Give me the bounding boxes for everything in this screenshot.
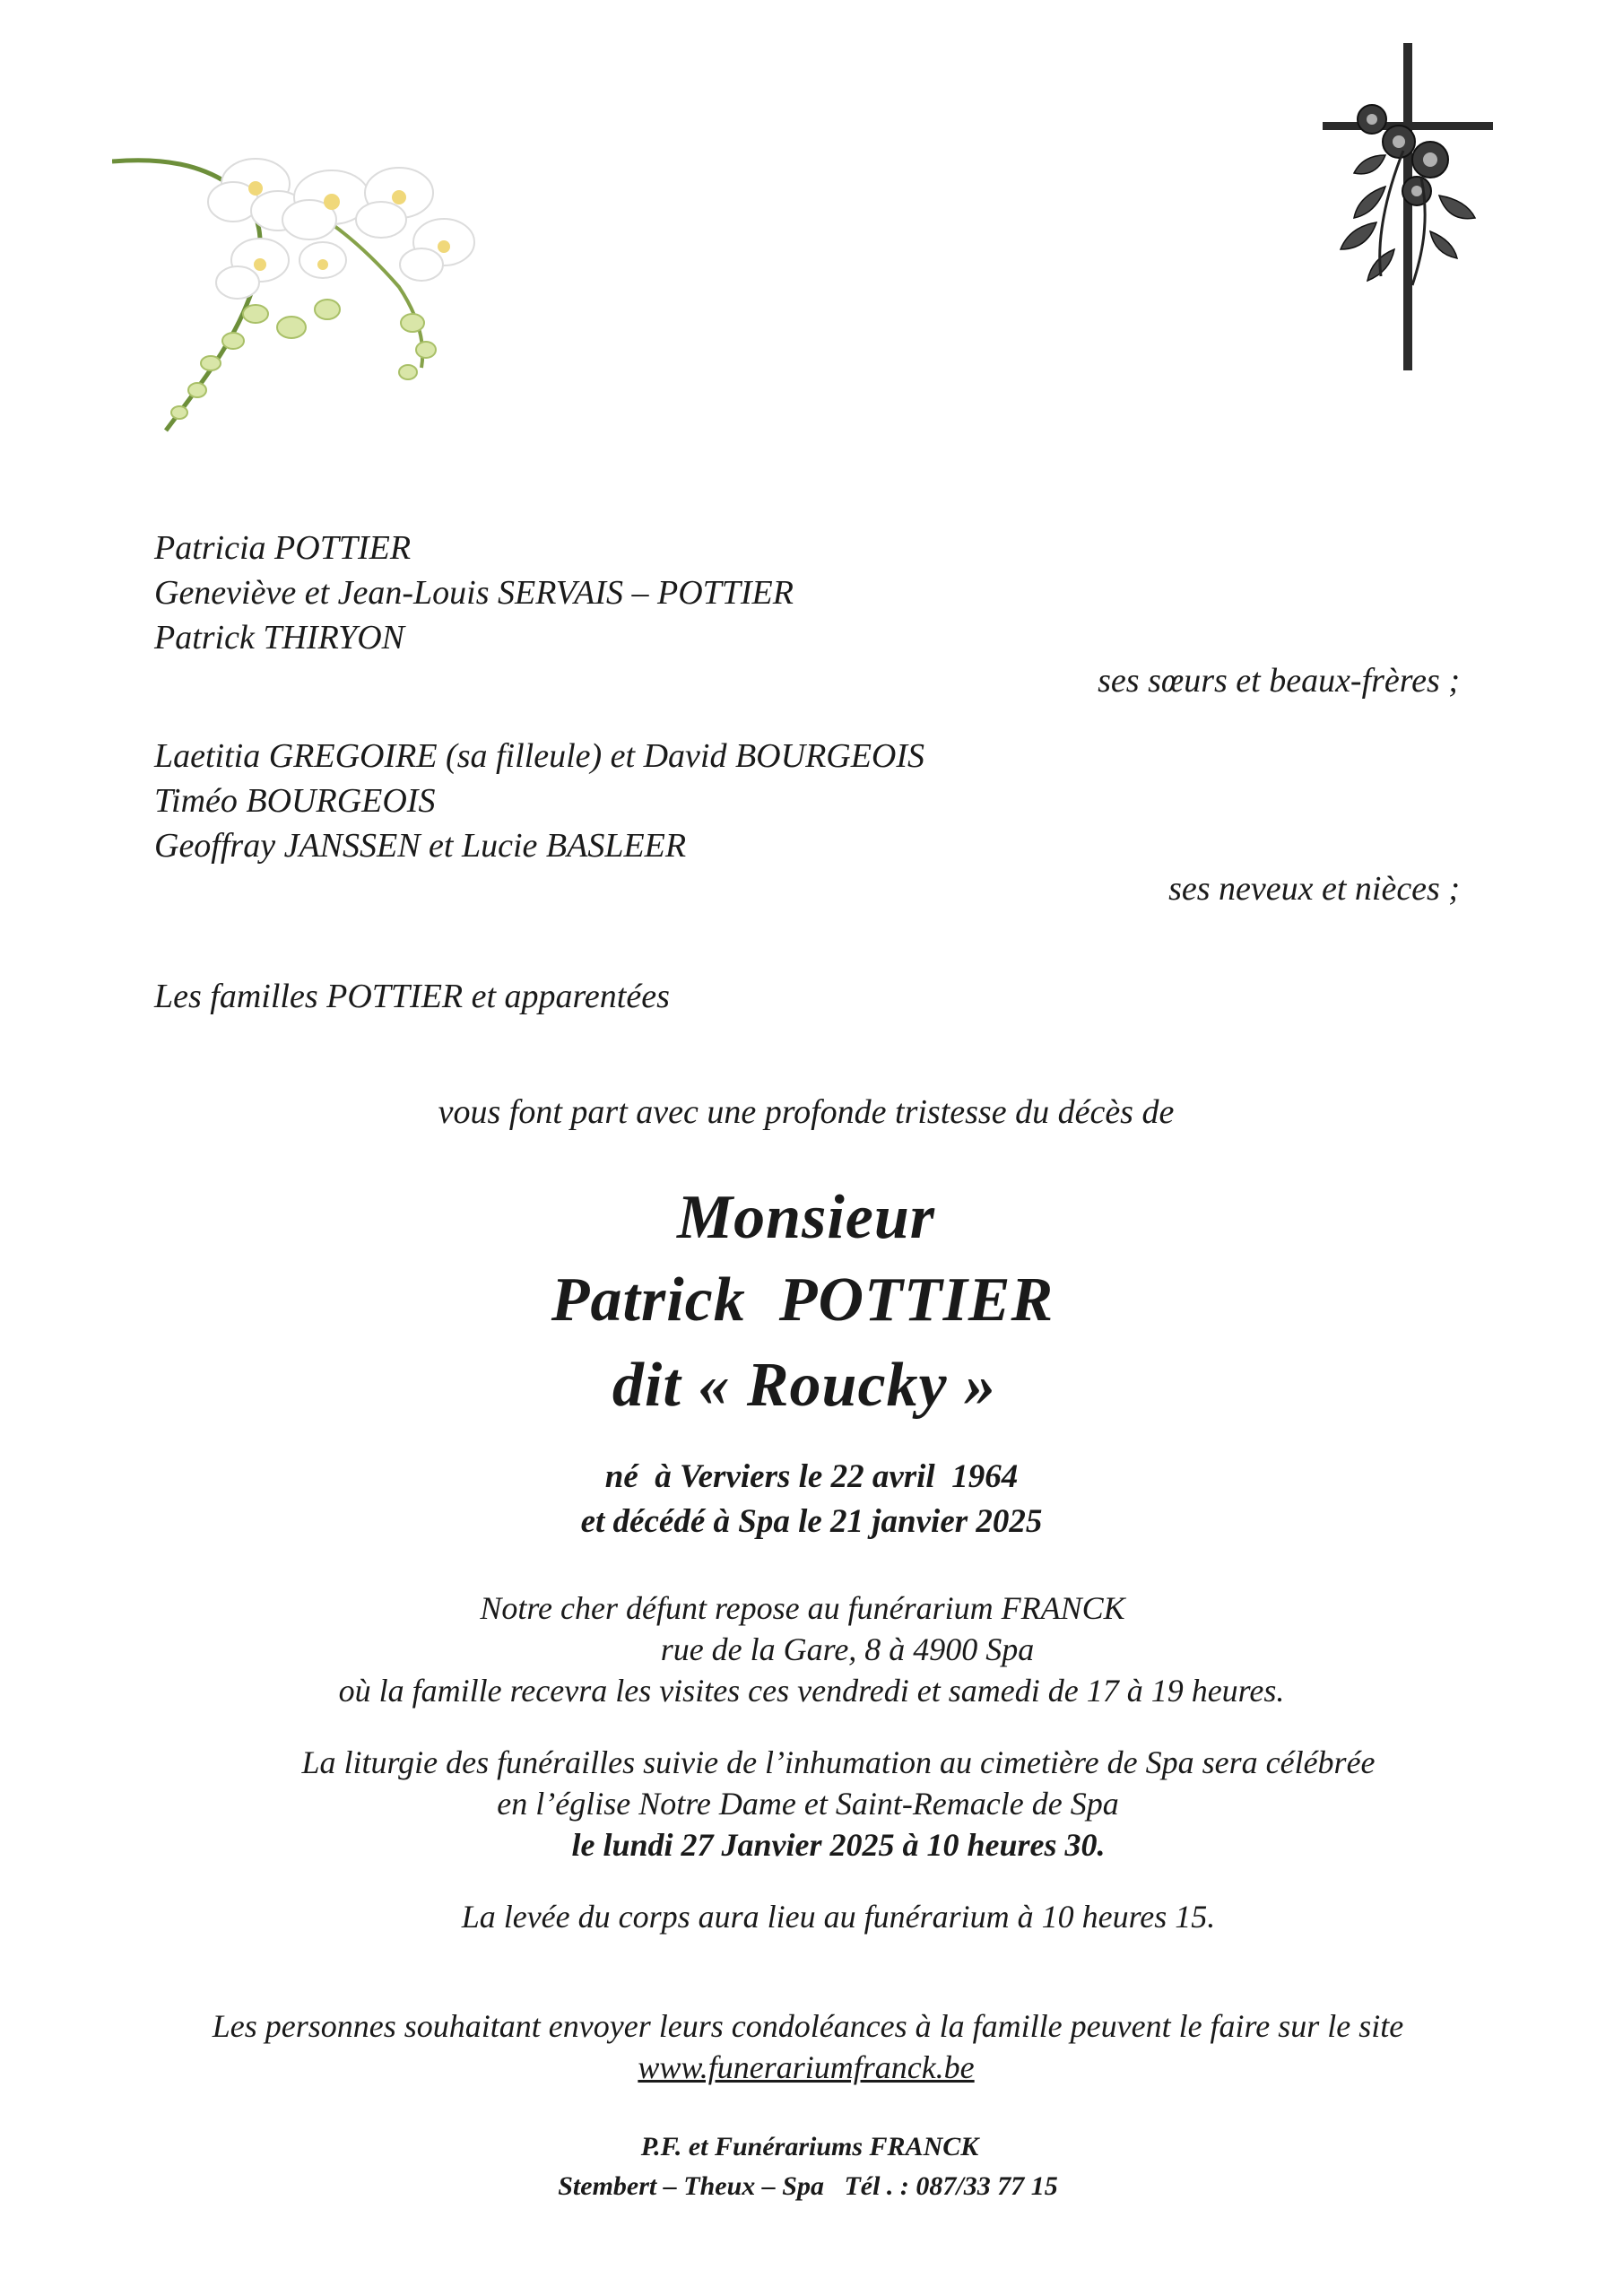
liturgy-line-2: en l’église Notre Dame et Saint-Remacle de Spa bbox=[497, 1786, 1119, 1822]
family-member-line: Geneviève et Jean-Louis SERVAIS – POTTIER bbox=[154, 574, 794, 612]
announcement-text: vous font part avec une profonde tristesse du décès de bbox=[438, 1093, 1175, 1131]
deceased-nickname: dit « Roucky » bbox=[612, 1351, 997, 1420]
levee-du-corps: La levée du corps aura lieu au funérarium à 10 heures 15. bbox=[461, 1899, 1216, 1935]
family-group-2 bbox=[154, 734, 924, 868]
relation-sisters-brothers-in-law: ses sœurs et beaux-frères ; bbox=[1098, 662, 1460, 700]
cross-with-roses-icon bbox=[1323, 43, 1497, 375]
family-group-3 bbox=[154, 974, 670, 1019]
birth-date: né à Verviers le 22 avril 1964 bbox=[604, 1458, 1019, 1495]
condolences-website-row bbox=[0, 2047, 1618, 2088]
family-member-line: Patricia POTTIER bbox=[154, 529, 412, 567]
liturgy-line-1: La liturgie des funérailles suivie de l’inhumation au cimetière de Spa sera célébrée bbox=[301, 1744, 1376, 1780]
family-member-line: Laetitia GREGOIRE (sa filleule) et David BOURGEOIS bbox=[154, 737, 925, 775]
condolences-text: Les personnes souhaitant envoyer leurs condoléances à la famille peuvent le faire sur le site bbox=[212, 2008, 1404, 2044]
orchid-illustration bbox=[112, 135, 507, 439]
relation-nephews-nieces: ses neveux et nièces ; bbox=[1168, 870, 1460, 908]
family-member-line: Timéo BOURGEOIS bbox=[154, 782, 436, 820]
footer-contact: Stembert – Theux – Spa Tél . : 087/33 77 15 bbox=[558, 2171, 1058, 2201]
repose-line-1: Notre cher défunt repose au funérarium FRANCK bbox=[480, 1590, 1125, 1626]
family-member-line: Patrick THIRYON bbox=[154, 619, 405, 657]
deceased-title: Monsieur bbox=[676, 1183, 936, 1252]
family-member-line: Les familles POTTIER et apparentées bbox=[154, 978, 670, 1015]
family-group-1 bbox=[154, 526, 794, 660]
website-link[interactable]: www.funerariumfranck.be bbox=[638, 2049, 975, 2085]
repose-line-2: rue de la Gare, 8 à 4900 Spa bbox=[660, 1631, 1035, 1667]
deceased-name: Patrick POTTIER bbox=[551, 1265, 1055, 1335]
repose-line-3: où la famille recevra les visites ces vendredi et samedi de 17 à 19 heures. bbox=[338, 1673, 1285, 1709]
footer-company: P.F. et Funérariums FRANCK bbox=[640, 2132, 979, 2161]
death-date: et décédé à Spa le 21 janvier 2025 bbox=[580, 1503, 1043, 1540]
liturgy-date-time: le lundi 27 Janvier 2025 à 10 heures 30. bbox=[571, 1827, 1106, 1863]
family-member-line: Geoffray JANSSEN et Lucie BASLEER bbox=[154, 827, 687, 865]
